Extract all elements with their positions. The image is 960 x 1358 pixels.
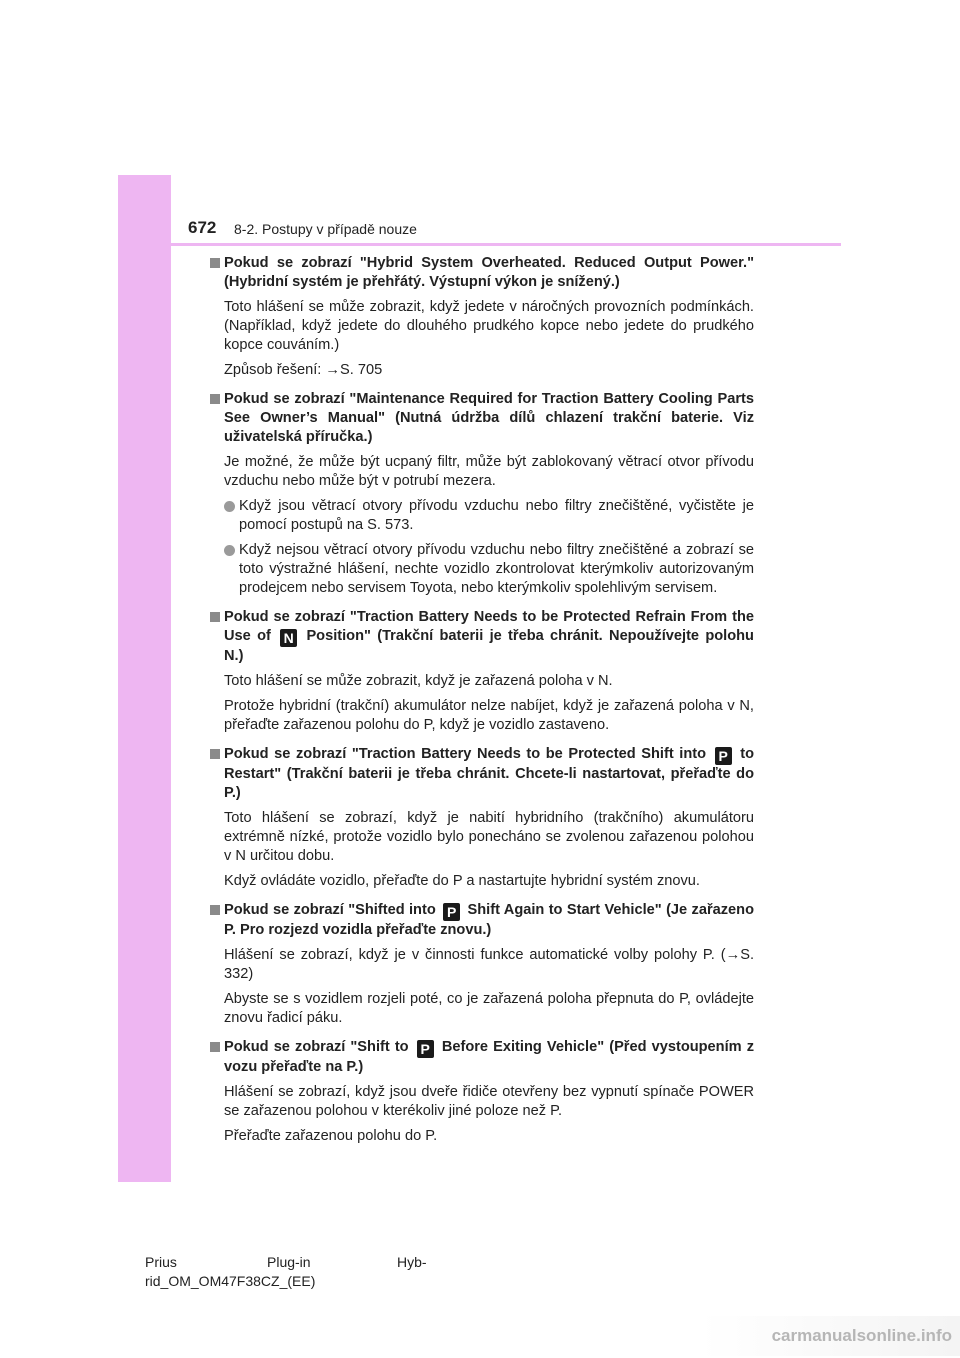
section-heading [210,254,754,292]
page-reference: Způsob řešení: →S. 705 [224,362,383,378]
heading-text: Pokud se zobrazí "Maintenance Required for Traction Battery Cooling Parts See Owner’s Manual" (Nutná údržba dílů chlazení trakční baterie. Viz uživatelská příručka.) [224,391,754,445]
page-content [210,254,754,1152]
paragraph: Když ovládáte vozidlo, přeřaďte do P a nastartujte hybridní systém znovu. [224,873,700,889]
section-heading [210,745,754,803]
paragraph: Protože hybridní (trakční) akumulátor nelze nabíjet, když je zařazená poloha v N, přeřaďte zařazenou polohu do P, když je vozidlo zastaveno. [224,698,754,733]
heading-text: Pokud se zobrazí "Traction Battery Needs to be Protected Shift into [224,746,707,762]
paragraph: Hlášení se zobrazí, když jsou dveře řidiče otevřeny bez vypnutí spínače POWER se zařazenou polohou v kterékoliv jiné poloze než P. [224,1084,754,1119]
page-number: 672 [188,218,217,237]
header-rule [171,243,841,246]
square-bullet-icon [210,394,220,404]
list-item [224,541,754,598]
square-bullet-icon [210,749,220,759]
shift-position-p-icon: P [715,747,732,765]
list-item [224,497,754,535]
square-bullet-icon [210,905,220,915]
paragraph: Hlášení se zobrazí, když je v činnosti funkce automatické volby polohy P. (→S. 332) [224,947,754,982]
heading-text: Pokud se zobrazí "Hybrid System Overheated. Reduced Output Power." (Hybridní systém je přehřátý. Výstupní výkon je snížený.) [224,255,754,290]
heading-text: Before Exiting Vehicle" (Před vystoupením z vozu přeřaďte na P.) [224,1039,755,1075]
heading-text: Pokud se zobrazí "Shifted into [224,902,436,918]
paragraph: Přeřaďte zařazenou polohu do P. [224,1128,438,1144]
side-tab-bar [118,175,171,1182]
section-heading [210,1038,754,1077]
section-title: 8-2. Postupy v případě nouze [234,221,417,237]
heading-text: Shift Again to Start Vehicle" (Je zařazeno P. Pro rozjezd vozidla přeřaďte znovu.) [224,902,754,938]
watermark: carmanualsonline.info [700,1316,960,1356]
paragraph: Je možné, že může být ucpaný filtr, může být zablokovaný větrací otvor přívodu vzduchu nebo může být v potrubí mezera. [224,454,754,489]
shift-position-n-icon: N [280,629,297,647]
square-bullet-icon [210,1042,220,1052]
list-item-text: Když nejsou větrací otvory přívodu vzduchu nebo filtry znečištěné a zobrazí se toto výstražné hlášení, nechte vozidlo zkontrolovat kterýmkoliv autorizovaným prodejcem nebo servisem Toyota, nebo kterýmkoliv spolehlivým servisem. [239,542,754,596]
shift-position-p-icon: P [443,903,460,921]
paragraph: Toto hlášení se může zobrazit, když je zařazená poloha v N. [224,673,613,689]
heading-text: to Restart" (Trakční baterii je třeba chránit. Chcete-li nastartovat, přeřaďte do P.) [224,746,754,801]
heading-text: Pokud se zobrazí "Shift to [224,1039,409,1055]
footer-word: Prius [145,1254,177,1270]
circle-bullet-icon [224,545,235,556]
shift-position-p-icon: P [417,1040,434,1058]
footer-code: rid_OM_OM47F38CZ_(EE) [145,1273,316,1289]
list-item-text: Když jsou větrací otvory přívodu vzduchu nebo filtry znečištěné, vyčistěte je pomocí postupů na S. 573. [239,498,754,533]
square-bullet-icon [210,612,220,622]
section-heading [210,608,754,666]
heading-text: Position" (Trakční baterii je třeba chránit. Nepoužívejte polohu N.) [224,628,754,664]
heading-text: Pokud se zobrazí "Traction Battery Needs to be Protected Refrain From the Use of [224,609,754,644]
paragraph: Toto hlášení se zobrazí, když je nabití hybridního (trakčního) akumulátoru extrémně nízké, protože vozidlo bylo ponecháno se zvolenou zařazenou polohou v N určitou dobu. [224,810,754,864]
footer-word: Plug-in [267,1254,311,1270]
square-bullet-icon [210,258,220,268]
paragraph: Abyste se s vozidlem rozjeli poté, co je zařazená poloha přepnuta do P, ovládejte znovu řadicí páku. [224,991,754,1026]
paragraph: Toto hlášení se může zobrazit, když jedete v náročných provozních podmínkách. (Například, když jedete do dlouhého prudkého kopce nebo jedete do prudkého kopce couváním.) [224,299,754,353]
document-footer [145,1253,427,1291]
footer-word: Hyb- [397,1254,427,1270]
section-heading [210,901,754,940]
circle-bullet-icon [224,501,235,512]
section-heading [210,390,754,447]
